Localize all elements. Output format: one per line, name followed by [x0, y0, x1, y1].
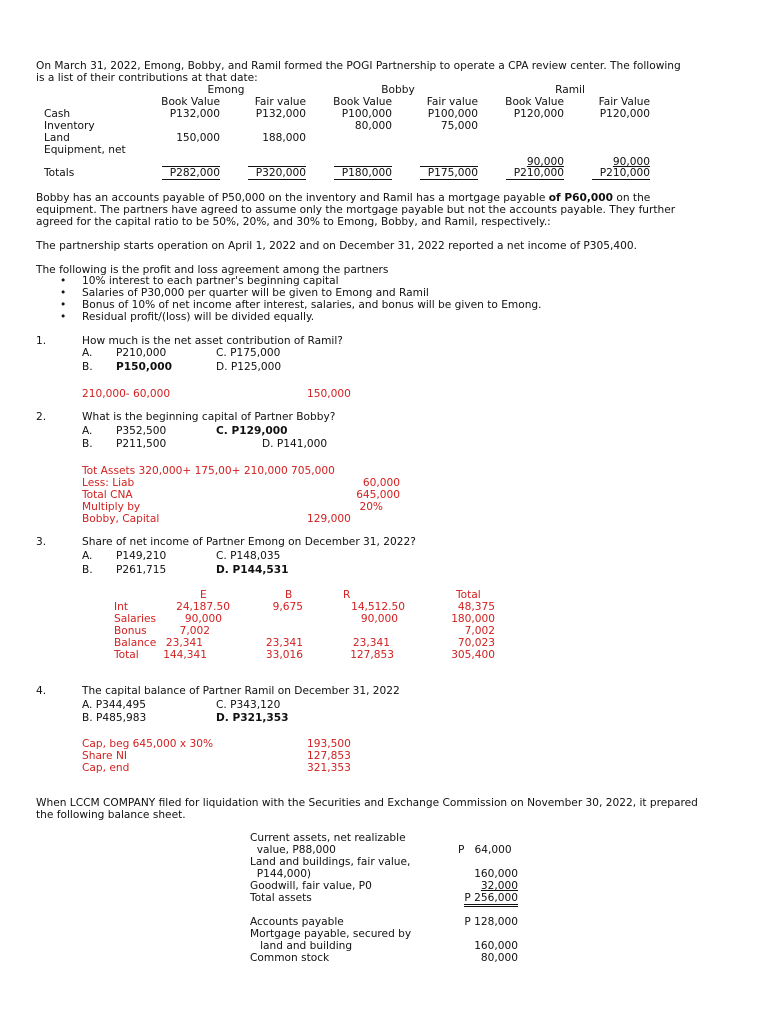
choice-c: C. P343,120 — [216, 699, 281, 711]
choice-letter: B. — [82, 361, 93, 373]
row-label: Equipment, net — [44, 144, 126, 156]
bullet-icon: • — [60, 287, 67, 299]
cell: P100,000 — [427, 108, 478, 120]
work-label: Total CNA — [82, 489, 133, 501]
pl-bullet: 10% interest to each partner's beginning capital — [82, 275, 339, 287]
bullet-icon: • — [60, 275, 67, 287]
choice-letter: A. — [82, 425, 93, 437]
pl-bullet: Residual profit/(loss) will be divided equally. — [82, 311, 315, 323]
cell: P120,000 — [513, 108, 564, 120]
question-text: The capital balance of Partner Ramil on December 31, 2022 — [82, 685, 400, 697]
choice-letter: A. — [82, 550, 93, 562]
bs-label: Goodwill, fair value, P0 — [250, 880, 372, 892]
choice-b: P211,500 — [116, 438, 167, 450]
para3: The partnership starts operation on April 1, 2022 and on December 31, 2022 reported a net income of P305,400. — [36, 240, 637, 252]
work-value: 127,853 — [307, 750, 351, 762]
row-label: Bonus — [114, 625, 147, 637]
row-label: Salaries — [114, 613, 156, 625]
work-label: Tot Assets 320,000+ 175,00+ 210,000 705,000 — [82, 465, 335, 477]
cell: 150,000 — [176, 132, 220, 144]
lccm-line-2: the following balance sheet. — [36, 809, 186, 821]
row-label: Inventory — [44, 120, 95, 132]
question-text: How much is the net asset contribution of Ramil? — [82, 335, 343, 347]
cell: 127,853 — [350, 649, 394, 661]
cell: 14,512.50 — [351, 601, 405, 613]
col-header-fair: Fair value — [254, 96, 306, 108]
pl-intro: The following is the profit and loss agreement among the partners — [36, 264, 389, 276]
bs-value: 32,000 — [480, 880, 518, 892]
question-number: 2. — [36, 411, 47, 423]
work-label: Cap, beg 645,000 x 30% — [82, 738, 214, 750]
bs-label: Land and buildings, fair value, — [250, 856, 411, 868]
col-header: B — [285, 589, 293, 601]
col-header: E — [200, 589, 207, 601]
cell: 23,341 — [352, 637, 390, 649]
solution-answer: 150,000 — [307, 388, 351, 400]
bs-label: Total assets — [250, 892, 312, 904]
work-label: Multiply by — [82, 501, 141, 513]
cell: P120,000 — [599, 108, 650, 120]
row-label: Land — [44, 132, 70, 144]
cell: 70,023 — [457, 637, 495, 649]
choice-c: C. P148,035 — [216, 550, 281, 562]
choice-c: C. P175,000 — [216, 347, 281, 359]
bs-value: P 64,000 — [458, 844, 512, 856]
choice-a: P352,500 — [116, 425, 167, 437]
cell: P282,000 — [169, 167, 220, 179]
bs-value: 160,000 — [474, 940, 518, 952]
cell: P210,000 — [513, 167, 564, 179]
choice-c-answer: C. P129,000 — [216, 425, 288, 437]
work-label: Bobby, Capital — [82, 513, 160, 525]
cell: 90,000 — [184, 613, 222, 625]
question-text: What is the beginning capital of Partner Bobby? — [82, 411, 336, 423]
col-header-fair: Fair value — [426, 96, 478, 108]
question-number: 3. — [36, 536, 47, 548]
partner-header-emong: Emong — [207, 84, 245, 96]
cell: P132,000 — [169, 108, 220, 120]
cell: P132,000 — [255, 108, 306, 120]
choice-d: D. P125,000 — [216, 361, 282, 373]
para2-line-3: agreed for the capital ratio to be 50%, 20%, and 30% to Emong, Bobby, and Ramil, respectively.: — [36, 216, 551, 228]
question-text: Share of net income of Partner Emong on December 31, 2022? — [82, 536, 416, 548]
cell: 7,002 — [464, 625, 495, 637]
cell: 305,400 — [451, 649, 495, 661]
choice-d-answer: D. P144,531 — [216, 564, 289, 576]
solution-work: 210,000- 60,000 — [82, 388, 171, 400]
work-label: Cap, end — [82, 762, 130, 774]
choice-letter: B. — [82, 438, 93, 450]
bs-value: 80,000 — [480, 952, 518, 964]
rule — [334, 179, 392, 180]
cell: 23,341 — [165, 637, 203, 649]
rule — [592, 179, 650, 180]
choice-d: D. P141,000 — [262, 438, 328, 450]
question-number: 4. — [36, 685, 47, 697]
rule — [506, 179, 564, 180]
pl-bullet: Salaries of P30,000 per quarter will be given to Emong and Ramil — [82, 287, 429, 299]
work-value: 193,500 — [307, 738, 351, 750]
work-label: Share NI — [82, 750, 127, 762]
lccm-line-1: When LCCM COMPANY filed for liquidation with the Securities and Exchange Commission on November 30, 2022, it prepared — [36, 797, 698, 809]
col-header-fair: Fair Value — [598, 96, 650, 108]
intro-line-2: is a list of their contributions at that date: — [36, 72, 258, 84]
row-label: Total — [114, 649, 139, 661]
cell: 75,000 — [440, 120, 478, 132]
rule — [248, 179, 306, 180]
bs-value: P 128,000 — [464, 916, 518, 928]
cell: P320,000 — [255, 167, 306, 179]
bullet-icon: • — [60, 299, 67, 311]
cell: 9,675 — [272, 601, 303, 613]
question-number: 1. — [36, 335, 47, 347]
cell: 90,000 — [360, 613, 398, 625]
bs-label: Current assets, net realizable — [250, 832, 406, 844]
partner-header-ramil: Ramil — [555, 84, 585, 96]
work-value: 645,000 — [356, 489, 400, 501]
work-value: 321,353 — [307, 762, 351, 774]
choice-b: B. P485,983 — [82, 712, 147, 724]
work-value: 129,000 — [307, 513, 351, 525]
cell: 90,000 — [526, 156, 564, 168]
choice-d-answer: D. P321,353 — [216, 712, 289, 724]
row-label: Balance — [114, 637, 157, 649]
intro-line-1: On March 31, 2022, Emong, Bobby, and Ramil formed the POGI Partnership to operate a CPA review center. The following — [36, 60, 681, 72]
bs-label: value, P88,000 — [250, 844, 336, 856]
rule — [420, 179, 478, 180]
choice-a: P149,210 — [116, 550, 167, 562]
partner-header-bobby: Bobby — [381, 84, 415, 96]
row-label: Totals — [44, 167, 75, 179]
col-header-book: Book Value — [333, 96, 392, 108]
choice-letter: B. — [82, 564, 93, 576]
col-header-book: Book Value — [161, 96, 220, 108]
choice-b: P261,715 — [116, 564, 167, 576]
cell: 7,002 — [179, 625, 210, 637]
cell: 188,000 — [262, 132, 306, 144]
rule — [162, 179, 220, 180]
bs-total: P 256,000 — [420, 892, 518, 904]
para2-line-1: Bobby has an accounts payable of P50,000 on the inventory and Ramil has a mortgage payable of P60,000 on the — [36, 192, 651, 204]
bs-label: Mortgage payable, secured by — [250, 928, 412, 940]
choice-letter: A. — [82, 347, 93, 359]
row-label: Cash — [44, 108, 71, 120]
cell: 90,000 — [612, 156, 650, 168]
choice-a: P210,000 — [116, 347, 167, 359]
para2-line-2: equipment. The partners have agreed to assume only the mortgage payable but not the accounts payable. They further — [36, 204, 676, 216]
col-header: Total — [456, 589, 481, 601]
cell: P180,000 — [341, 167, 392, 179]
work-value: 60,000 — [362, 477, 400, 489]
pl-bullet: Bonus of 10% of net income after interest, salaries, and bonus will be given to Emong. — [82, 299, 542, 311]
bs-label: P144,000) — [250, 868, 312, 880]
cell: 80,000 — [354, 120, 392, 132]
bullet-icon: • — [60, 311, 67, 323]
cell: 48,375 — [457, 601, 495, 613]
choice-a: A. P344,495 — [82, 699, 146, 711]
work-label: Less: Liab — [82, 477, 135, 489]
bs-label: land and building — [250, 940, 353, 952]
cell: 23,341 — [265, 637, 303, 649]
cell: 24,187.50 — [176, 601, 230, 613]
row-label: Int — [114, 601, 128, 613]
bs-label: Common stock — [250, 952, 330, 964]
cell: 33,016 — [265, 649, 303, 661]
col-header-book: Book Value — [505, 96, 564, 108]
bs-value: 160,000 — [474, 868, 518, 880]
cell: 144,341 — [163, 649, 207, 661]
choice-b-answer: P150,000 — [116, 361, 173, 373]
bs-label: Accounts payable — [250, 916, 344, 928]
col-header: R — [343, 589, 351, 601]
cell: 180,000 — [451, 613, 495, 625]
cell: P100,000 — [341, 108, 392, 120]
cell: P175,000 — [427, 167, 478, 179]
cell: P210,000 — [599, 167, 650, 179]
work-value: 20% — [359, 501, 383, 513]
